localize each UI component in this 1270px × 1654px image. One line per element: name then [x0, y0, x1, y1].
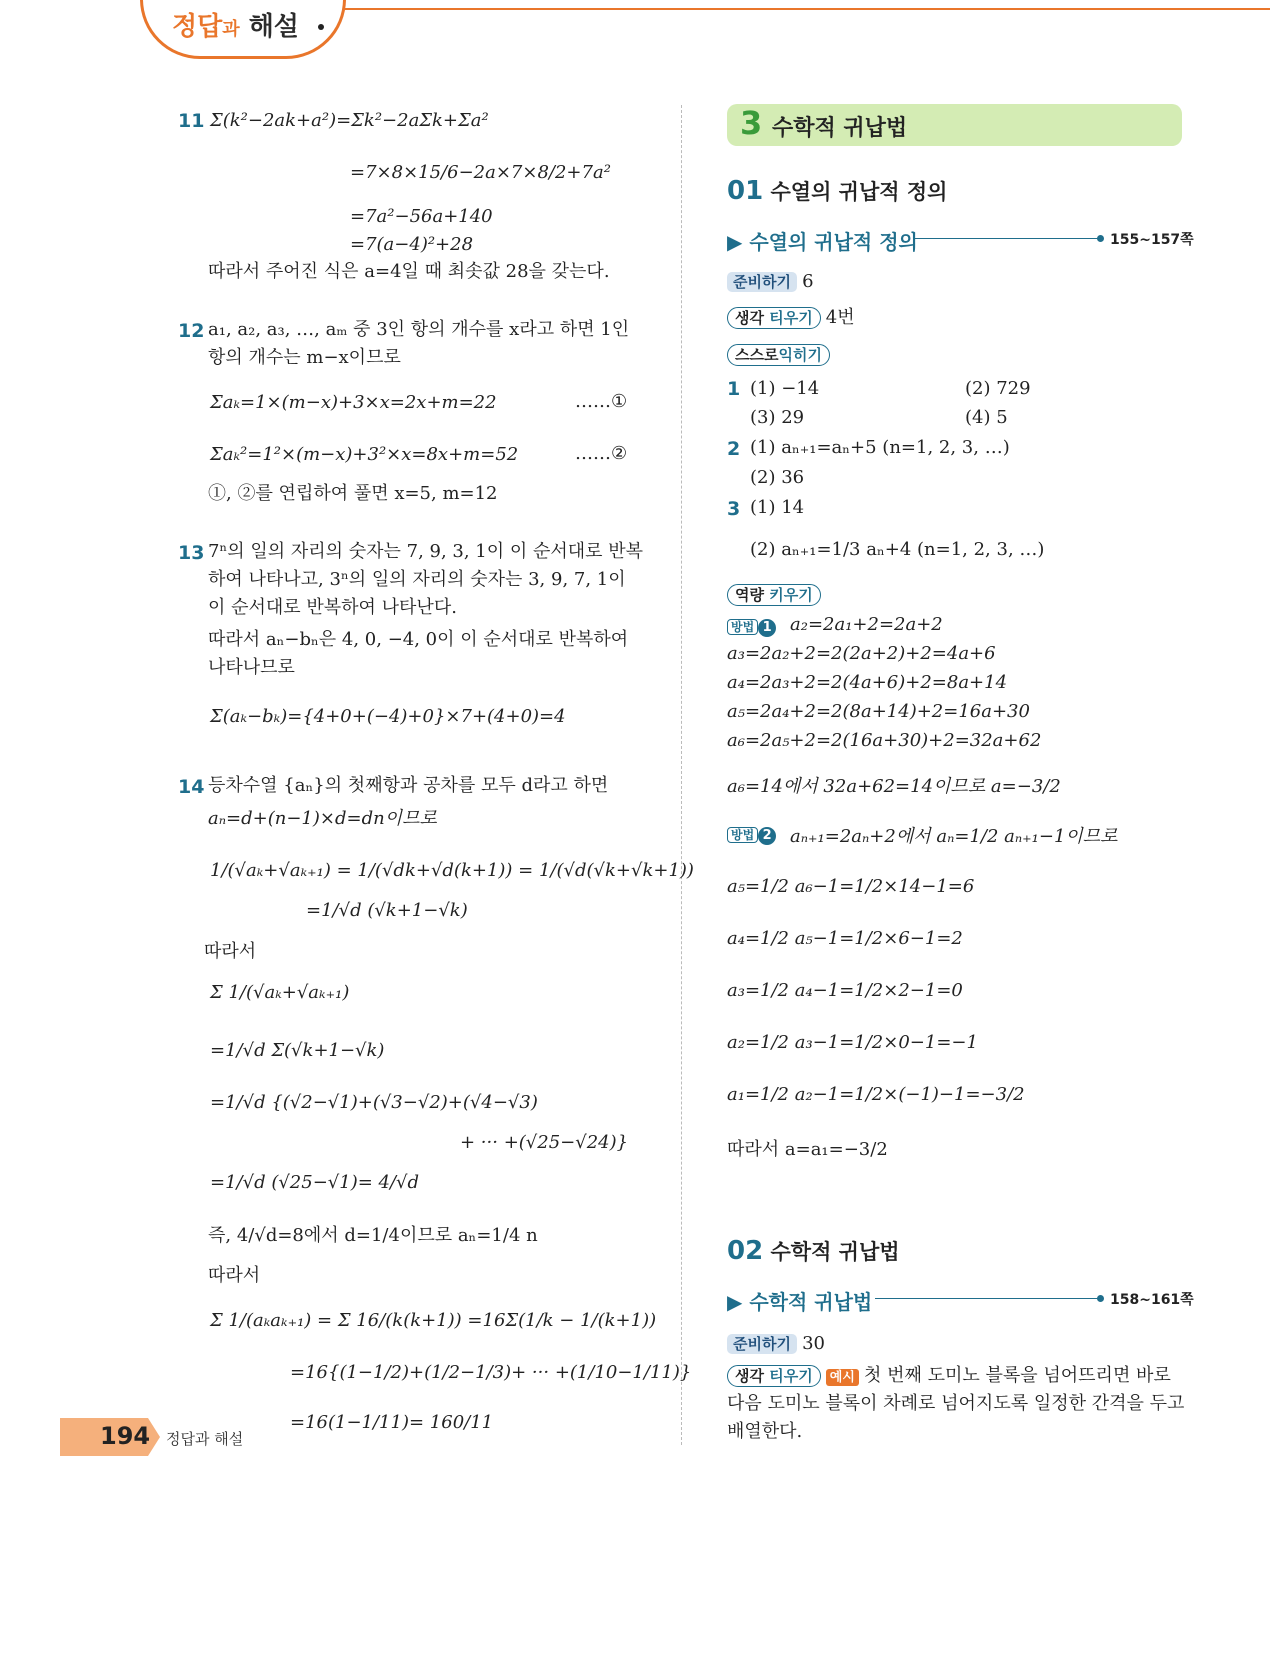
method2-line6: a₁=1/2 a₂−1=1/2×(−1)−1=−3/2: [727, 1084, 1025, 1105]
q14-number: 14: [178, 776, 205, 798]
q11-number: 11: [178, 110, 205, 132]
q14-line2: aₙ=d+(n−1)×d=dn이므로: [208, 808, 437, 829]
answer-1a: (1) −14: [750, 378, 820, 399]
q13-line3: 이 순서대로 반복하여 나타난다.: [208, 597, 457, 618]
topic-02-dot: [1097, 1295, 1104, 1302]
method2-label: [727, 824, 776, 845]
q14-line15: =16(1−1/11)= 160/11: [290, 1412, 494, 1433]
self-tag-01: [727, 344, 830, 366]
competency-tag-b: 키우기: [769, 586, 813, 604]
q14-line7: =1/√d Σ(√k+1−√k): [210, 1040, 385, 1061]
q11-line4: =7(a−4)²+28: [350, 234, 474, 255]
think-02-line2: 다음 도미노 블록이 차례로 넘어지도록 일정한 간격을 두고: [727, 1393, 1185, 1414]
method1-tag: 방법: [727, 619, 758, 635]
q14-line6: Σ 1/(√aₖ+√aₖ₊₁): [210, 982, 350, 1003]
q11-line2: =7×8×15/6−2a×7×8/2+7a²: [350, 162, 611, 183]
header-rule: [335, 8, 1270, 10]
q13-number: 13: [178, 542, 205, 564]
header-title-b: 과: [222, 19, 240, 40]
q14-line5: 따라서: [204, 941, 257, 962]
section-title: 수학적 귀납법: [772, 116, 908, 141]
q12-line1: a₁, a₂, a₃, …, aₘ 중 3인 항의 개수를 x라고 하면 1인: [208, 319, 630, 340]
self-tag-a: 스스로: [735, 346, 779, 364]
think-row-02: [727, 1362, 1171, 1390]
prep-row-01: [727, 268, 814, 296]
method1-num: 1: [758, 619, 776, 637]
subsection-02-text: 수학적 귀납법: [770, 1240, 900, 1264]
q13-line2: 하여 나타나고, 3ⁿ의 일의 자리의 숫자는 3, 9, 7, 1이: [208, 569, 626, 590]
q12-eq1-marker: ……①: [575, 391, 628, 412]
think-tag-01-b: 티우기: [769, 309, 813, 327]
footer-label: 정답과 해설: [166, 1430, 244, 1448]
topic-01-rule: [915, 238, 1100, 239]
q12-line5: ①, ②를 연립하여 풀면 x=5, m=12: [208, 483, 498, 504]
answer-2a: (1) aₙ₊₁=aₙ+5 (n=1, 2, 3, …): [750, 437, 1010, 458]
q12-line3: Σaₖ=1×(m−x)+3×x=2x+m=22: [210, 392, 497, 413]
topic-02-rule: [875, 1298, 1100, 1299]
column-divider: [681, 105, 682, 1445]
prep-tag-02: 준비하기: [727, 1334, 797, 1354]
answer-1-number: 1: [727, 378, 741, 400]
answer-3-number: 3: [727, 498, 741, 520]
method2-num: 2: [758, 827, 776, 845]
q12-line2: 항의 개수는 m−x이므로: [208, 347, 401, 368]
q11-line1: Σ(k²−2ak+a²)=Σk²−2aΣk+Σa²: [210, 110, 489, 131]
topic-01-label: 수열의 귀납적 정의: [749, 230, 918, 254]
topic-02: ▶ 수학적 귀납법: [727, 1290, 873, 1314]
prep-tag-01: 준비하기: [727, 272, 797, 292]
competency-tag-a: 역량: [735, 586, 764, 604]
header-title-a: 정답: [172, 12, 223, 42]
prep-value-02: 30: [802, 1333, 825, 1354]
topic-02-label: 수학적 귀납법: [749, 1290, 873, 1314]
method2-line5: a₂=1/2 a₃−1=1/2×0−1=−1: [727, 1032, 978, 1053]
method1-line6: a₆=14에서 32a+62=14이므로 a=−3/2: [727, 776, 1061, 797]
answer-3b: (2) aₙ₊₁=1/3 aₙ+4 (n=1, 2, 3, …): [750, 539, 1045, 560]
q12-line4: Σaₖ²=1²×(m−x)+3²×x=8x+m=52: [210, 444, 519, 465]
method2-line7: 따라서 a=a₁=−3/2: [727, 1139, 888, 1160]
q13-line1: 7ⁿ의 일의 자리의 숫자는 7, 9, 3, 1이 이 순서대로 반복: [208, 541, 644, 562]
competency-row: [727, 584, 821, 605]
subsection-01-number: 01: [727, 176, 764, 206]
q13-line5: 나타나므로: [208, 657, 295, 678]
think-tag-02-a: 생각: [735, 1367, 764, 1385]
method2-line4: a₃=1/2 a₄−1=1/2×2−1=0: [727, 980, 963, 1001]
answer-1d: (4) 5: [965, 407, 1008, 428]
subsection-02-number: 02: [727, 1236, 764, 1266]
topic-01: ▶ 수열의 귀납적 정의: [727, 230, 918, 254]
q14-line12: 따라서: [208, 1265, 261, 1286]
header-title: [172, 6, 299, 43]
prep-value-01: 6: [802, 271, 814, 292]
think-02-line1: 첫 번째 도미노 블록을 넘어뜨리면 바로: [864, 1365, 1171, 1386]
q14-line10: =1/√d (√25−√1)= 4/√d: [210, 1172, 420, 1193]
self-tag-b: 익히기: [778, 346, 822, 364]
q14-line14: =16{(1−1/2)+(1/2−1/3)+ ··· +(1/10−1/11)}: [290, 1362, 692, 1383]
method2-line1: aₙ₊₁=2aₙ+2에서 aₙ=1/2 aₙ₊₁−1이므로: [790, 826, 1118, 847]
q14-line8: =1/√d {(√2−√1)+(√3−√2)+(√4−√3): [210, 1092, 538, 1113]
header-title-c: 해설: [248, 12, 299, 42]
topic-01-dot: [1097, 235, 1104, 242]
answer-3a: (1) 14: [750, 497, 805, 518]
q13-line4: 따라서 aₙ−bₙ은 4, 0, −4, 0이 이 순서대로 반복하여: [208, 629, 629, 650]
think-02-line3: 배열한다.: [727, 1421, 803, 1442]
q11-line5: 따라서 주어진 식은 a=4일 때 최솟값 28을 갖는다.: [208, 261, 610, 282]
example-tag: 예시: [826, 1369, 859, 1386]
method1-line5: a₆=2a₅+2=2(16a+30)+2=32a+62: [727, 730, 1042, 751]
q13-line6: Σ(aₖ−bₖ)={4+0+(−4)+0}×7+(4+0)=4: [210, 706, 566, 727]
prep-row-02: [727, 1330, 825, 1358]
q14-line1: 등차수열 {aₙ}의 첫째항과 공차를 모두 d라고 하면: [208, 775, 609, 796]
self-row-01: [727, 344, 830, 365]
q12-number: 12: [178, 320, 205, 342]
header-dot: [318, 24, 324, 30]
think-tag-02-b: 티우기: [769, 1367, 813, 1385]
answer-2-number: 2: [727, 438, 741, 460]
method1-label: [727, 616, 776, 637]
footer-page-number: 194: [100, 1422, 151, 1450]
think-tag-02: [727, 1365, 821, 1387]
answer-1c: (3) 29: [750, 407, 805, 428]
answer-1b: (2) 729: [965, 378, 1031, 399]
q14-line11: 즉, 4/√d=8에서 d=1/4이므로 aₙ=1/4 n: [208, 1225, 538, 1246]
think-value-01: 4번: [825, 307, 855, 328]
q11-line3: =7a²−56a+140: [350, 206, 493, 227]
section-number: 3: [740, 104, 763, 142]
method1-line4: a₅=2a₄+2=2(8a+14)+2=16a+30: [727, 701, 1030, 722]
q12-eq2-marker: ……②: [575, 443, 628, 464]
competency-tag: [727, 584, 821, 606]
method1-line2: a₃=2a₂+2=2(2a+2)+2=4a+6: [727, 643, 996, 664]
q14-line9: + ··· +(√25−√24)}: [460, 1132, 629, 1153]
q14-line3: 1/(√aₖ+√aₖ₊₁) = 1/(√dk+√d(k+1)) = 1/(√d(√k+√k+1)): [210, 860, 694, 881]
answer-2b: (2) 36: [750, 467, 805, 488]
subsection-02-title: [727, 1236, 900, 1266]
think-tag-01-a: 생각: [735, 309, 764, 327]
method2-tag: 방법: [727, 827, 758, 843]
think-row-01: [727, 304, 855, 332]
method1-line1: a₂=2a₁+2=2a+2: [790, 614, 943, 635]
method2-line2: a₅=1/2 a₆−1=1/2×14−1=6: [727, 876, 975, 897]
topic-01-pages: 155~157쪽: [1110, 232, 1194, 248]
q14-line13: Σ 1/(aₖaₖ₊₁) = Σ 16/(k(k+1)) =16Σ(1/k − 1/(k+1)): [210, 1310, 657, 1331]
method1-line3: a₄=2a₃+2=2(4a+6)+2=8a+14: [727, 672, 1008, 693]
think-tag-01: [727, 307, 821, 329]
method2-line3: a₄=1/2 a₅−1=1/2×6−1=2: [727, 928, 963, 949]
subsection-01-title: [727, 176, 947, 206]
q14-line4: =1/√d (√k+1−√k): [306, 900, 468, 921]
topic-02-pages: 158~161쪽: [1110, 1292, 1194, 1308]
subsection-01-text: 수열의 귀납적 정의: [770, 180, 948, 204]
